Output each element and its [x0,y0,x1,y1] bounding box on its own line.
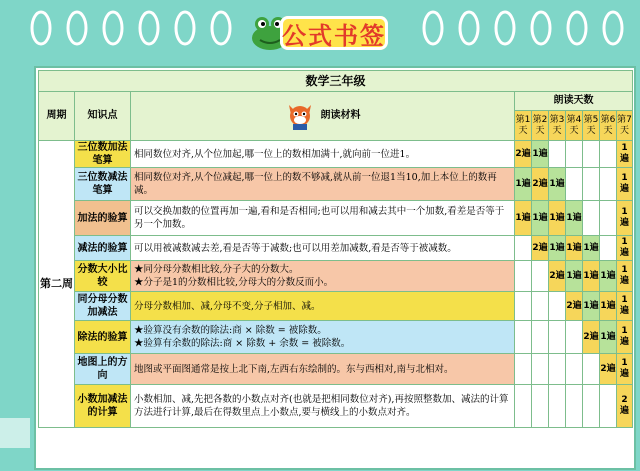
day-count-cell: 2遍 [617,385,633,428]
day-count-cell: 1遍 [583,261,600,292]
table-row [39,354,633,385]
binder-ring-icon [28,8,54,48]
reading-table [38,70,633,428]
day-count-cell [549,354,566,385]
day-count-cell: 2遍 [532,168,549,201]
day-count-cell [532,292,549,321]
day-count-cell: 1遍 [617,201,633,236]
knowledge-topic: 除法的验算 [75,321,131,354]
day-count-cell [515,292,532,321]
day-count-cell [532,354,549,385]
day-count-cell: 1遍 [566,201,583,236]
corner-tab [0,418,30,448]
days-header: 朗读天数 [515,92,633,111]
knowledge-topic: 加法的验算 [75,201,131,236]
table-row [39,292,633,321]
day-count-cell: 1遍 [617,236,633,261]
day-count-cell [583,168,600,201]
table-row [39,141,633,168]
day-count-cell: 1遍 [515,168,532,201]
day-count-cell [532,385,549,428]
bookmark-header [0,0,640,62]
binder-ring-icon [172,8,198,48]
day-count-cell: 1遍 [566,236,583,261]
day-count-cell [549,292,566,321]
day-count-cell: 1遍 [600,261,617,292]
day-header: 第7天 [617,111,633,141]
day-count-cell [566,385,583,428]
day-header: 第2天 [532,111,549,141]
table-row [39,261,633,292]
day-count-cell: 2遍 [549,261,566,292]
knowledge-topic: 地图上的方向 [75,354,131,385]
day-count-cell: 2遍 [583,321,600,354]
reading-material: 相同数位对齐,从个位减起,哪一位上的数不够减,就从前一位退1当10,加上本位上的数再减。 [131,168,515,201]
day-count-cell: 2遍 [566,292,583,321]
day-count-cell: 1遍 [617,321,633,354]
day-count-cell [566,321,583,354]
day-count-cell [600,236,617,261]
day-header: 第4天 [566,111,583,141]
day-count-cell: 1遍 [617,141,633,168]
bookmark-title: 公式书签 [282,20,386,50]
day-count-cell: 1遍 [600,321,617,354]
material-header [131,92,515,141]
fox-reader-icon [285,101,315,131]
material-header-label: 朗读材料 [320,110,361,121]
binder-ring-icon [456,8,482,48]
binder-ring-icon [64,8,90,48]
bookmark-title-badge [248,8,408,58]
day-count-cell [583,385,600,428]
reading-material: 分母分数相加、减,分母不变,分子相加、减。 [131,292,515,321]
week-label: 第二周 [39,141,75,428]
reading-table-card [34,66,636,470]
day-count-cell: 1遍 [583,292,600,321]
binder-ring-icon [100,8,126,48]
knowledge-topic: 减法的验算 [75,236,131,261]
knowledge-topic: 小数加减法的计算 [75,385,131,428]
day-count-cell [600,141,617,168]
day-count-cell [515,236,532,261]
reading-material: ★同分母分数相比较,分子大的分数大。 ★分子是1的分数相比较,分母大的分数反而小。 [131,261,515,292]
day-count-cell: 1遍 [532,141,549,168]
reading-material: 相同数位对齐,从个位加起,哪一位上的数相加满十,就向前一位进1。 [131,141,515,168]
day-count-cell [583,201,600,236]
day-header: 第5天 [583,111,600,141]
binder-ring-icon [564,8,590,48]
day-count-cell [515,261,532,292]
sheet-title: 数学三年级 [39,71,633,92]
knowledge-topic: 三位数加法笔算 [75,141,131,168]
day-count-cell: 2遍 [515,141,532,168]
table-row [39,168,633,201]
binder-ring-icon [600,8,626,48]
table-row [39,321,633,354]
day-header: 第1天 [515,111,532,141]
day-count-cell: 2遍 [532,236,549,261]
knowledge-topic: 分数大小比较 [75,261,131,292]
day-count-cell [566,141,583,168]
knowledge-topic: 三位数减法笔算 [75,168,131,201]
day-count-cell [515,354,532,385]
knowledge-topic: 同分母分数加减法 [75,292,131,321]
table-row [39,236,633,261]
day-count-cell [549,385,566,428]
day-count-cell: 1遍 [617,168,633,201]
day-count-cell [515,385,532,428]
day-count-cell [532,261,549,292]
binder-ring-icon [136,8,162,48]
day-header: 第6天 [600,111,617,141]
day-count-cell [583,354,600,385]
table-row [39,385,633,428]
day-count-cell: 1遍 [549,201,566,236]
day-count-cell: 1遍 [549,168,566,201]
day-header: 第3天 [549,111,566,141]
day-count-cell: 1遍 [600,292,617,321]
day-count-cell [566,354,583,385]
day-count-cell: 1遍 [549,236,566,261]
day-count-cell [600,201,617,236]
reading-material: 可以交换加数的位置再加一遍,看和是否相同;也可以用和减去其中一个加数,看差是否等于另一个加数。 [131,201,515,236]
day-count-cell [600,385,617,428]
binder-ring-icon [420,8,446,48]
binder-ring-icon [492,8,518,48]
day-count-cell [532,321,549,354]
day-count-cell: 1遍 [617,354,633,385]
day-count-cell: 1遍 [617,292,633,321]
day-count-cell [566,168,583,201]
knowledge-header: 知识点 [75,92,131,141]
day-count-cell: 1遍 [583,236,600,261]
day-count-cell: 1遍 [532,201,549,236]
week-header: 周期 [39,92,75,141]
day-count-cell [549,321,566,354]
day-count-cell [549,141,566,168]
binder-ring-icon [528,8,554,48]
day-count-cell [600,168,617,201]
binder-ring-icon [208,8,234,48]
table-row [39,201,633,236]
day-count-cell: 2遍 [600,354,617,385]
day-count-cell [515,321,532,354]
reading-material: 小数相加、减,先把各数的小数点对齐(也就是把相同数位对齐),再按照整数加、减法的计算方法进行计算,最后在得数里点上小数点,要与横线上的小数点对齐。 [131,385,515,428]
day-count-cell: 1遍 [515,201,532,236]
reading-material: ★验算没有余数的除法:商 × 除数 = 被除数。 ★验算有余数的除法:商 × 除数 + 余数 = 被除数。 [131,321,515,354]
day-count-cell [583,141,600,168]
day-count-cell: 1遍 [617,261,633,292]
day-count-cell: 1遍 [566,261,583,292]
reading-material: 可以用被减数减去差,看是否等于减数;也可以用差加减数,看是否等于被减数。 [131,236,515,261]
reading-material: 地图或平面图通常是按上北下南,左西右东绘制的。东与西相对,南与北相对。 [131,354,515,385]
